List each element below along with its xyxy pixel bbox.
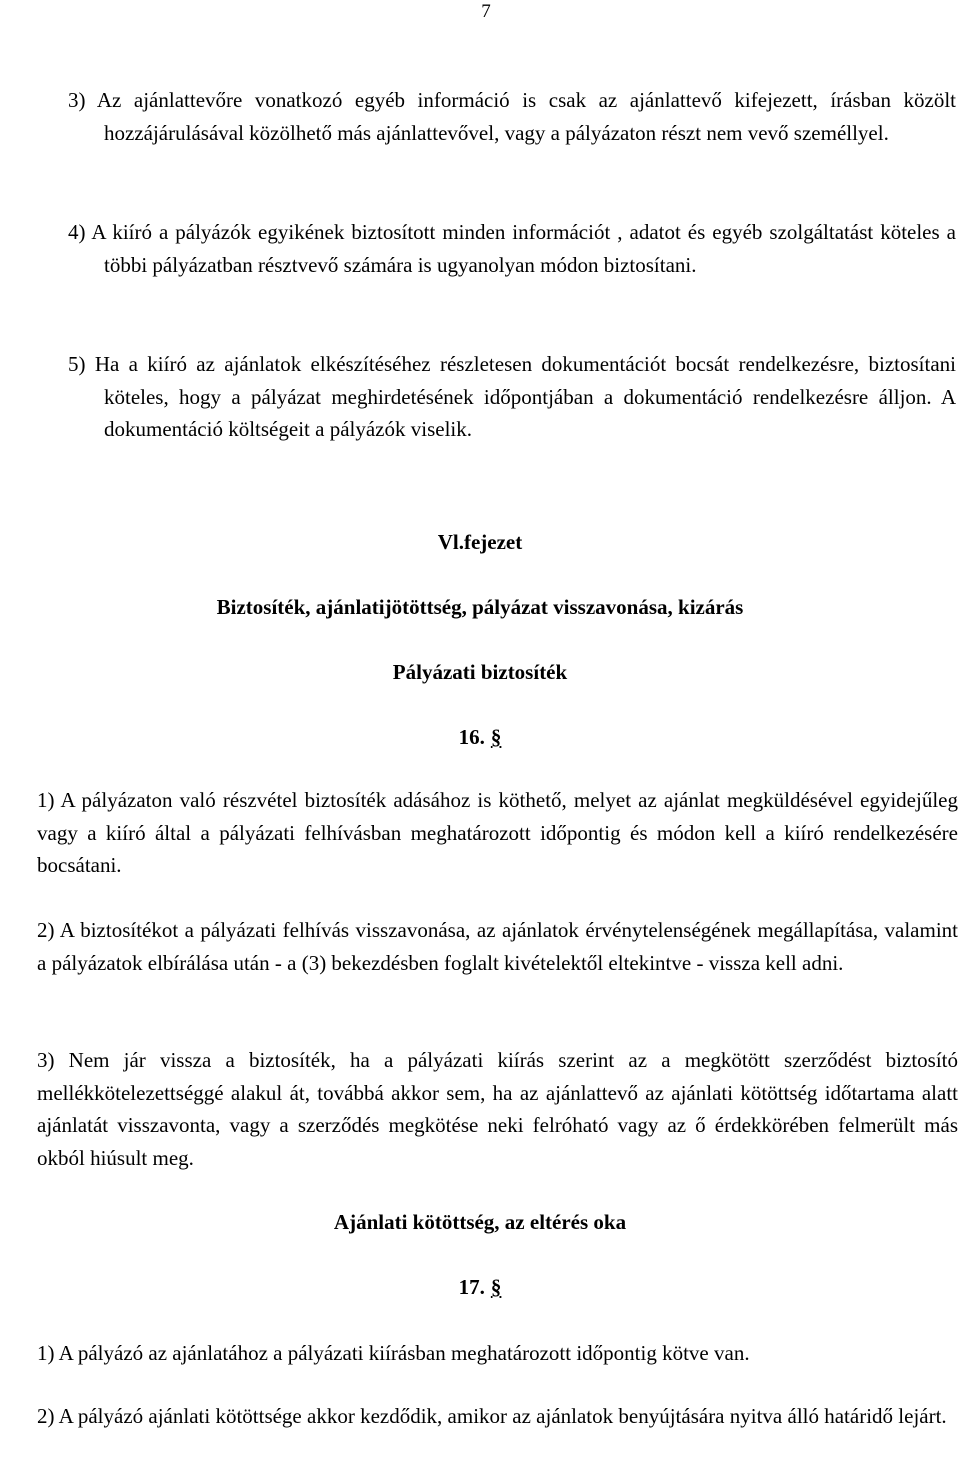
- paragraph-item-3: 3) Az ajánlattevőre vonatkozó egyéb információ is csak az ajánlattevő kifejezett, írásban közölt hozzájárulásával közölhető más ajánlattevővel, vagy a pályázaton részt nem vevő személlyel.: [68, 88, 956, 145]
- section-number: 16.: [458, 725, 485, 749]
- page-number: 7: [481, 1, 491, 22]
- section-17-title: Ajánlati kötöttség, az eltérés oka: [333, 1210, 627, 1234]
- section-mark: §: [490, 1275, 502, 1299]
- paragraph-item-4: 4) A kiíró a pályázók egyikének biztosított minden információt , adatot és egyéb szolgáltatást köteles a többi pályázatban résztvevő számára is ugyanolyan módon biztosítani.: [68, 220, 956, 277]
- section-17-item-1: 1) A pályázó az ajánlatához a pályázati kiírásban meghatározott időpontig kötve van.: [37, 1341, 750, 1365]
- section-number: 17.: [458, 1275, 485, 1299]
- section-17-number: [0, 1273, 960, 1301]
- paragraph-item-5: 5) Ha a kiíró az ajánlatok elkészítéséhez részletesen dokumentációt bocsát rendelkezésre, biztosítani köteles, hogy a pályázat meghirdetésének időpontjában a dokumentáció rendelkezésre álljon. A dokumentáció költségeit a pályázók viselik.: [68, 352, 956, 442]
- chapter-title: Biztosíték, ajánlatijötöttség, pályázat visszavonása, kizárás: [216, 595, 744, 619]
- chapter-heading: Vl.fejezet: [437, 530, 523, 554]
- section-16-item-3: 3) Nem jár vissza a biztosíték, ha a pályázati kiírás szerint az a megkötött szerződést biztosító mellékkötelezettséggé alakul át, továbbá akkor sem, ha az ajánlattevő az ajánlati kötöttség időtartama alatt ajánlatát visszavonta, vagy a szerződés megkötése neki felróható vagy az ő érdekkörében felmerült más okból hiúsult meg.: [37, 1048, 958, 1171]
- section-16-item-1: 1) A pályázaton való részvétel biztosíték adásához is köthető, melyet az ajánlat megküldésével egyidejűleg vagy a kiíró által a pályázati felhívásban meghatározott időpontig és módon kell a kiíró rendelkezésére bocsátani.: [37, 788, 958, 878]
- section-17-item-2: 2) A pályázó ajánlati kötöttsége akkor kezdődik, amikor az ajánlatok benyújtására nyitva álló határidő lejárt.: [37, 1404, 947, 1428]
- section-16-number: [0, 723, 960, 751]
- section-16-title: Pályázati biztosíték: [392, 660, 568, 684]
- section-mark: §: [490, 725, 502, 749]
- section-16-item-2: 2) A biztosítékot a pályázati felhívás visszavonása, az ajánlatok érvénytelenségének megállapítása, valamint a pályázatok elbírálása után - a (3) bekezdésben foglalt kivételektől eltekintve - vissza kell adni.: [37, 918, 958, 975]
